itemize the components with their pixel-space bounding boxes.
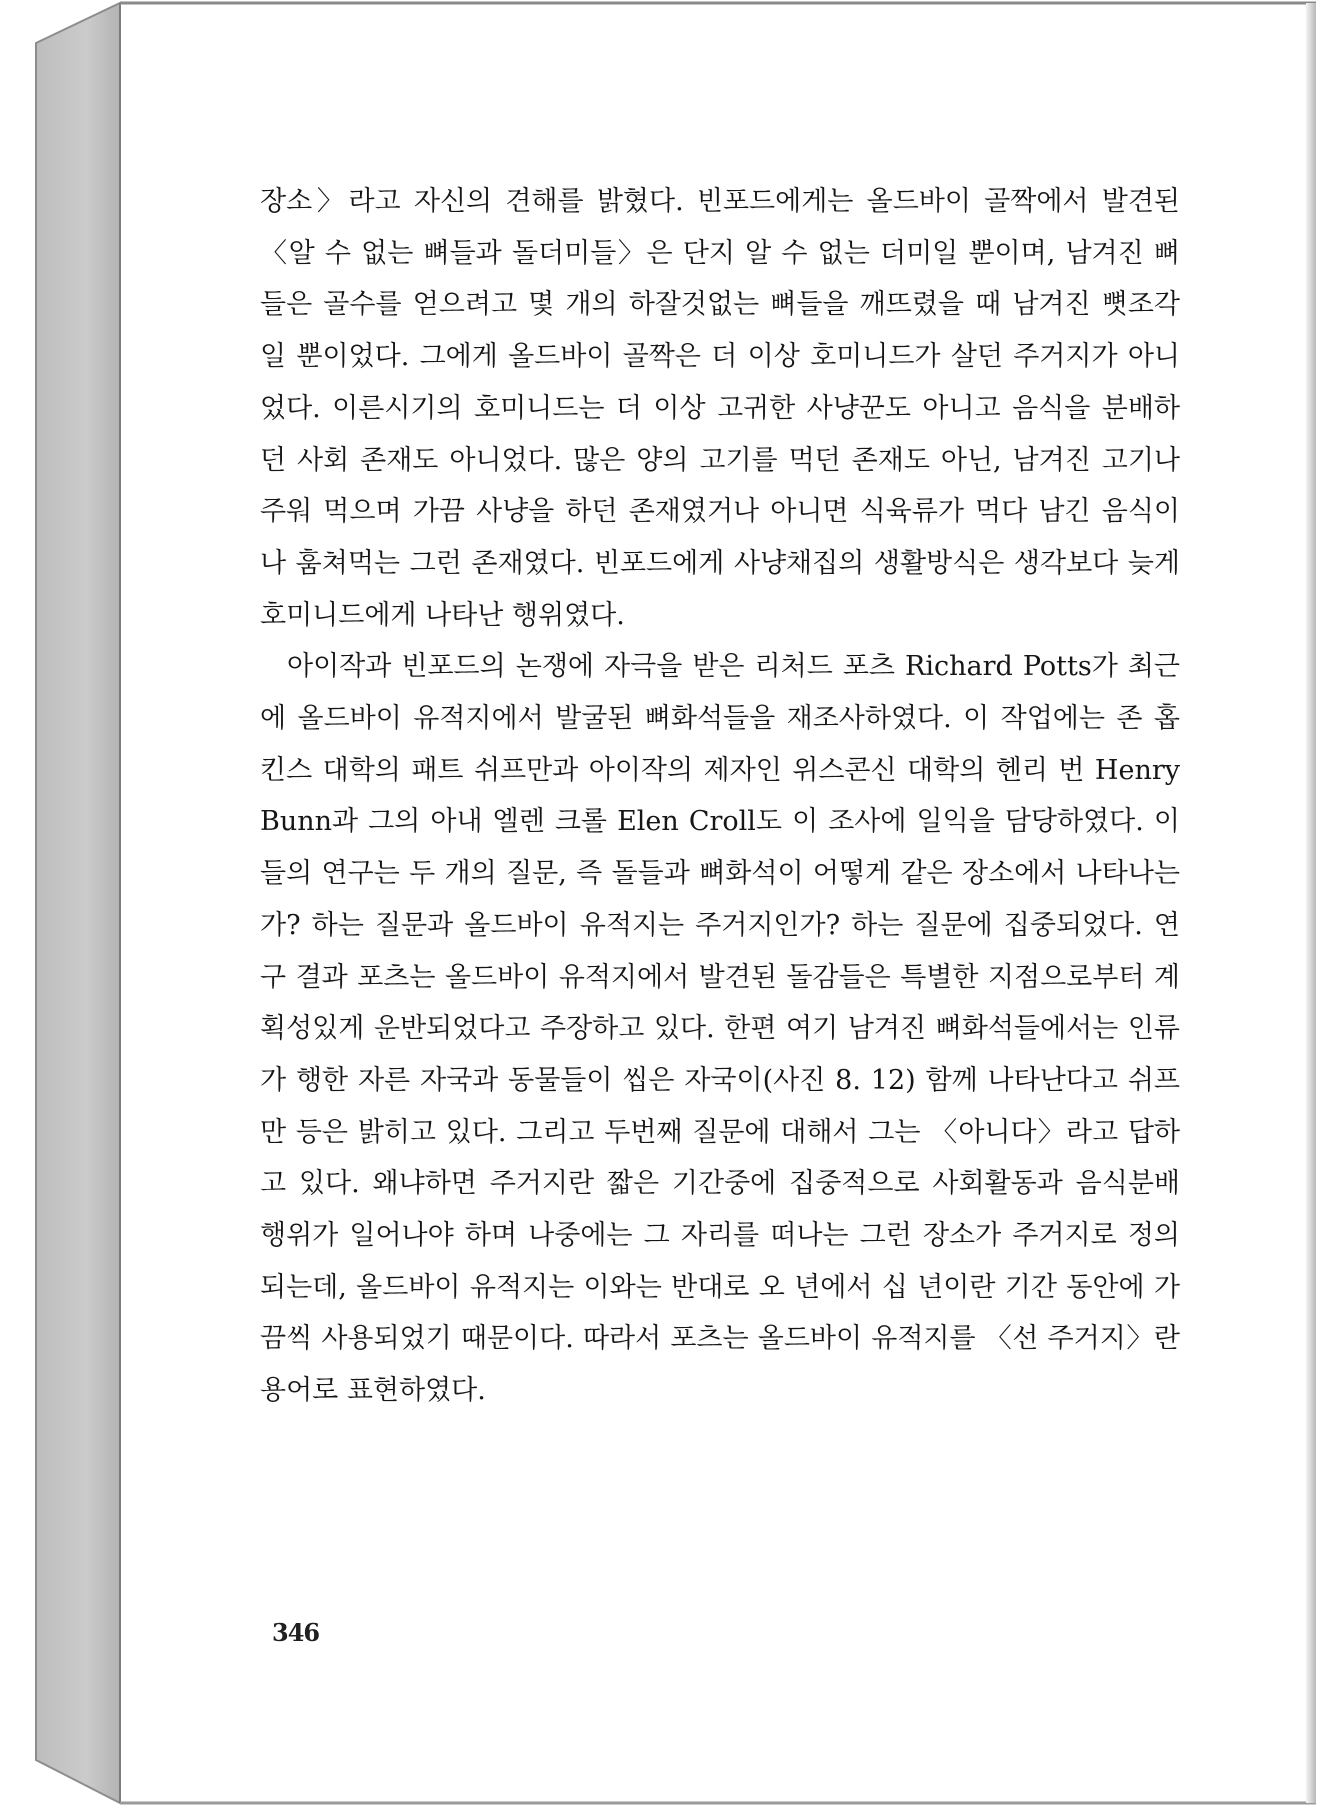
paragraph: 장소〉라고 자신의 견해를 밝혔다. 빈포드에게는 올드바이 골짝에서 발견된 〈알 수 없는 뼈들과 돌더미들〉은 단지 알 수 없는 더미일 뿐이며, 남겨진 뼈들은 골수를 얻으려고 몇 개의 하잘것없는 뼈들을 깨뜨렸을 때 남겨진 뼛조각일 뿐이었다. 그에게 올드바이 골짝은 더 이상 호미니드가 살던 주거지가 아니었다. 이른시기의 호미니드는 더 이상 고귀한 사냥꾼도 아니고 음식을 분배하던 사회 존재도 아니었다. 많은 양의 고기를 먹던 존재도 아닌, 남겨진 고기나 주워 먹으며 가끔 사냥을 하던 존재였거나 아니면 식육류가 먹다 남긴 음식이나 훔쳐먹는 그런 존재였다. 빈포드에게 사냥채집의 생활방식은 생각보다 늦게 호미니드에게 나타난 행위였다. xyxy=(260,186,1180,631)
page-number: 346 xyxy=(272,1618,320,1647)
page-body-text xyxy=(260,176,1180,1417)
book-spine xyxy=(36,3,120,1803)
page-right-edge xyxy=(1306,3,1316,1803)
paragraph: 아이작과 빈포드의 논쟁에 자극을 받은 리처드 포츠 Richard Potts가 최근에 올드바이 유적지에서 발굴된 뼈화석들을 재조사하였다. 이 작업에는 존 홉킨스 대학의 패트 쉬프만과 아이작의 제자인 위스콘신 대학의 헨리 번 Henry Bunn과 그의 아내 엘렌 크롤 Elen Croll도 이 조사에 일익을 담당하였다. 이들의 연구는 두 개의 질문, 즉 돌들과 뼈화석이 어떻게 같은 장소에서 나타나는가? 하는 질문과 올드바이 유적지는 주거지인가? 하는 질문에 집중되었다. 연구 결과 포츠는 올드바이 유적지에서 발견된 돌감들은 특별한 지점으로부터 계획성있게 운반되었다고 주장하고 있다. 한편 여기 남겨진 뼈화석들에서는 인류가 행한 자른 자국과 동물들이 씹은 자국이(사진 8. 12) 함께 나타난다고 쉬프만 등은 밝히고 있다. 그리고 두번째 질문에 대해서 그는 〈아니다〉라고 답하고 있다. 왜냐하면 주거지란 짧은 기간중에 집중적으로 사회활동과 음식분배 행위가 일어나야 하며 나중에는 그 자리를 떠나는 그런 장소가 주거지로 정의되는데, 올드바이 유적지는 이와는 반대로 오 년에서 십 년이란 기간 동안에 가끔씩 사용되었기 때문이다. 따라서 포츠는 올드바이 유적지를 〈선 주거지〉란 용어로 표현하였다. xyxy=(260,651,1180,1407)
